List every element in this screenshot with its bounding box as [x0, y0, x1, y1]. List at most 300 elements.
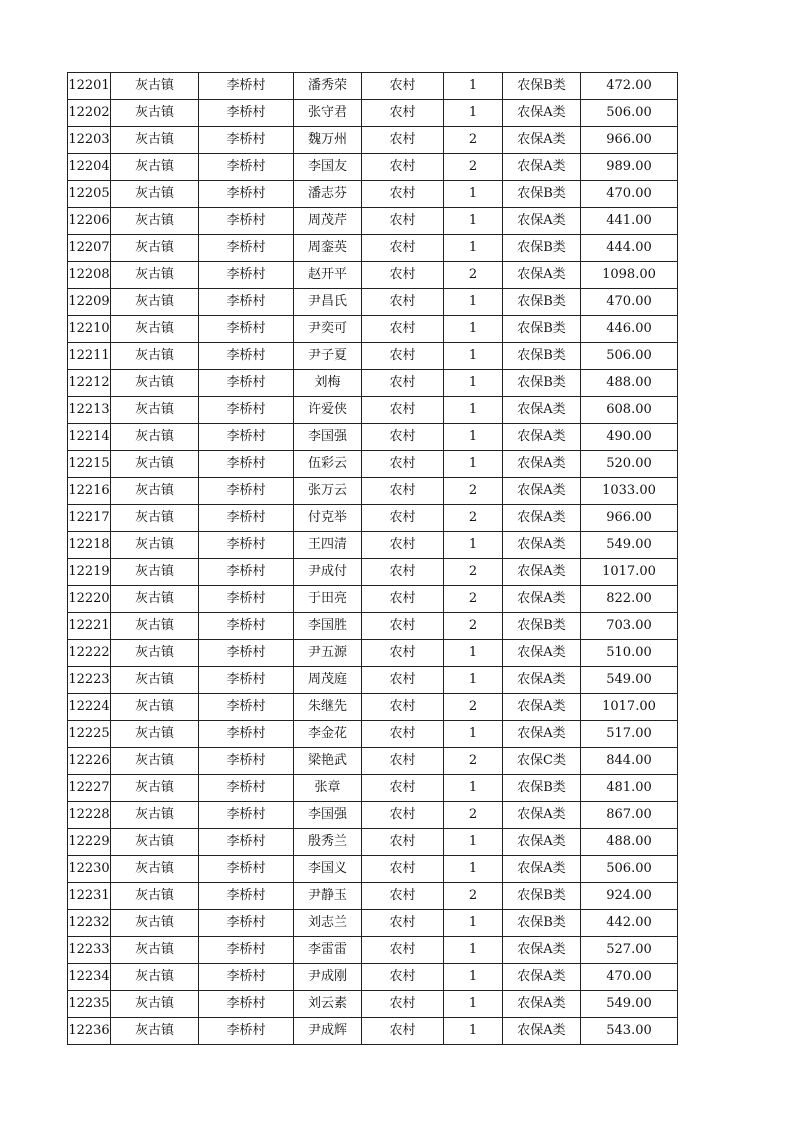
row-village: 李桥村 [199, 181, 294, 208]
records-table-body [68, 73, 678, 1045]
row-amount: 506.00 [581, 856, 678, 883]
row-type: 农村 [362, 964, 444, 991]
row-count: 2 [444, 802, 503, 829]
row-id: 12208 [68, 262, 111, 289]
row-type: 农村 [362, 478, 444, 505]
row-village: 李桥村 [199, 748, 294, 775]
row-id: 12230 [68, 856, 111, 883]
row-type: 农村 [362, 937, 444, 964]
row-count: 1 [444, 775, 503, 802]
row-name: 刘云素 [294, 991, 362, 1018]
row-name: 李雷雷 [294, 937, 362, 964]
row-town: 灰古镇 [111, 586, 199, 613]
row-type: 农村 [362, 181, 444, 208]
row-count: 1 [444, 316, 503, 343]
row-amount: 517.00 [581, 721, 678, 748]
row-village: 李桥村 [199, 694, 294, 721]
table-row [68, 289, 678, 316]
row-amount: 481.00 [581, 775, 678, 802]
table-row [68, 721, 678, 748]
row-category: 农保A类 [503, 397, 581, 424]
row-village: 李桥村 [199, 208, 294, 235]
row-id: 12233 [68, 937, 111, 964]
table-row [68, 1018, 678, 1045]
row-count: 2 [444, 586, 503, 613]
row-type: 农村 [362, 235, 444, 262]
table-row [68, 748, 678, 775]
row-id: 12211 [68, 343, 111, 370]
row-town: 灰古镇 [111, 640, 199, 667]
row-category: 农保A类 [503, 262, 581, 289]
row-type: 农村 [362, 775, 444, 802]
row-name: 魏万州 [294, 127, 362, 154]
row-count: 1 [444, 721, 503, 748]
row-village: 李桥村 [199, 991, 294, 1018]
row-amount: 520.00 [581, 451, 678, 478]
row-category: 农保A类 [503, 559, 581, 586]
row-amount: 506.00 [581, 100, 678, 127]
row-count: 1 [444, 451, 503, 478]
row-town: 灰古镇 [111, 208, 199, 235]
row-count: 1 [444, 829, 503, 856]
row-count: 1 [444, 964, 503, 991]
row-count: 2 [444, 127, 503, 154]
row-name: 梁艳武 [294, 748, 362, 775]
row-id: 12212 [68, 370, 111, 397]
table-row [68, 73, 678, 100]
row-amount: 470.00 [581, 181, 678, 208]
table-row [68, 964, 678, 991]
row-amount: 488.00 [581, 829, 678, 856]
table-row [68, 262, 678, 289]
row-village: 李桥村 [199, 424, 294, 451]
row-type: 农村 [362, 316, 444, 343]
row-name: 张万云 [294, 478, 362, 505]
row-count: 1 [444, 532, 503, 559]
row-town: 灰古镇 [111, 100, 199, 127]
row-id: 12231 [68, 883, 111, 910]
row-amount: 822.00 [581, 586, 678, 613]
row-category: 农保A类 [503, 424, 581, 451]
row-name: 尹五源 [294, 640, 362, 667]
row-category: 农保B类 [503, 343, 581, 370]
row-id: 12209 [68, 289, 111, 316]
row-count: 1 [444, 181, 503, 208]
row-amount: 490.00 [581, 424, 678, 451]
row-town: 灰古镇 [111, 937, 199, 964]
row-name: 尹奕可 [294, 316, 362, 343]
row-count: 1 [444, 100, 503, 127]
row-type: 农村 [362, 613, 444, 640]
row-name: 李国强 [294, 802, 362, 829]
row-type: 农村 [362, 1018, 444, 1045]
row-name: 李国义 [294, 856, 362, 883]
row-count: 1 [444, 397, 503, 424]
row-name: 殷秀兰 [294, 829, 362, 856]
row-name: 伍彩云 [294, 451, 362, 478]
row-category: 农保A类 [503, 991, 581, 1018]
row-amount: 989.00 [581, 154, 678, 181]
table-row [68, 316, 678, 343]
row-id: 12221 [68, 613, 111, 640]
table-row [68, 802, 678, 829]
row-category: 农保B类 [503, 289, 581, 316]
records-table [67, 72, 678, 1045]
table-row [68, 451, 678, 478]
row-name: 张章 [294, 775, 362, 802]
row-village: 李桥村 [199, 532, 294, 559]
table-row [68, 235, 678, 262]
table-row [68, 856, 678, 883]
row-amount: 549.00 [581, 532, 678, 559]
row-category: 农保A类 [503, 694, 581, 721]
row-amount: 470.00 [581, 289, 678, 316]
row-name: 刘志兰 [294, 910, 362, 937]
row-count: 1 [444, 910, 503, 937]
row-category: 农保B类 [503, 775, 581, 802]
row-id: 12219 [68, 559, 111, 586]
row-town: 灰古镇 [111, 559, 199, 586]
row-town: 灰古镇 [111, 127, 199, 154]
row-amount: 549.00 [581, 991, 678, 1018]
row-id: 12223 [68, 667, 111, 694]
row-amount: 442.00 [581, 910, 678, 937]
row-town: 灰古镇 [111, 829, 199, 856]
row-type: 农村 [362, 802, 444, 829]
row-count: 1 [444, 667, 503, 694]
row-id: 12236 [68, 1018, 111, 1045]
row-category: 农保B类 [503, 181, 581, 208]
row-count: 1 [444, 208, 503, 235]
row-amount: 867.00 [581, 802, 678, 829]
row-id: 12216 [68, 478, 111, 505]
row-town: 灰古镇 [111, 73, 199, 100]
row-id: 12235 [68, 991, 111, 1018]
row-amount: 1017.00 [581, 694, 678, 721]
row-village: 李桥村 [199, 478, 294, 505]
row-type: 农村 [362, 127, 444, 154]
row-village: 李桥村 [199, 370, 294, 397]
row-name: 李金花 [294, 721, 362, 748]
row-amount: 446.00 [581, 316, 678, 343]
row-town: 灰古镇 [111, 721, 199, 748]
row-town: 灰古镇 [111, 856, 199, 883]
row-village: 李桥村 [199, 883, 294, 910]
row-town: 灰古镇 [111, 775, 199, 802]
row-category: 农保A类 [503, 829, 581, 856]
row-name: 潘志芬 [294, 181, 362, 208]
row-village: 李桥村 [199, 154, 294, 181]
table-row [68, 127, 678, 154]
row-type: 农村 [362, 262, 444, 289]
row-category: 农保A类 [503, 721, 581, 748]
row-town: 灰古镇 [111, 370, 199, 397]
table-row [68, 775, 678, 802]
row-village: 李桥村 [199, 910, 294, 937]
row-id: 12213 [68, 397, 111, 424]
table-row [68, 154, 678, 181]
row-town: 灰古镇 [111, 883, 199, 910]
table-row [68, 397, 678, 424]
row-village: 李桥村 [199, 451, 294, 478]
row-name: 于田亮 [294, 586, 362, 613]
row-town: 灰古镇 [111, 262, 199, 289]
row-id: 12220 [68, 586, 111, 613]
row-type: 农村 [362, 451, 444, 478]
row-village: 李桥村 [199, 559, 294, 586]
row-name: 李国胜 [294, 613, 362, 640]
row-type: 农村 [362, 154, 444, 181]
row-name: 潘秀荣 [294, 73, 362, 100]
row-count: 1 [444, 73, 503, 100]
row-category: 农保B类 [503, 910, 581, 937]
row-town: 灰古镇 [111, 289, 199, 316]
row-type: 农村 [362, 424, 444, 451]
row-type: 农村 [362, 667, 444, 694]
row-category: 农保B类 [503, 316, 581, 343]
row-id: 12226 [68, 748, 111, 775]
table-row [68, 424, 678, 451]
table-row [68, 100, 678, 127]
row-type: 农村 [362, 883, 444, 910]
row-name: 许爱侠 [294, 397, 362, 424]
row-amount: 506.00 [581, 343, 678, 370]
row-amount: 966.00 [581, 127, 678, 154]
row-id: 12214 [68, 424, 111, 451]
row-name: 朱继先 [294, 694, 362, 721]
row-village: 李桥村 [199, 937, 294, 964]
row-id: 12210 [68, 316, 111, 343]
row-name: 刘梅 [294, 370, 362, 397]
row-name: 周銮英 [294, 235, 362, 262]
table-row [68, 694, 678, 721]
row-type: 农村 [362, 991, 444, 1018]
row-count: 1 [444, 235, 503, 262]
row-town: 灰古镇 [111, 181, 199, 208]
row-category: 农保A类 [503, 667, 581, 694]
row-amount: 703.00 [581, 613, 678, 640]
row-town: 灰古镇 [111, 478, 199, 505]
row-amount: 1098.00 [581, 262, 678, 289]
row-id: 12206 [68, 208, 111, 235]
row-count: 1 [444, 343, 503, 370]
table-row [68, 991, 678, 1018]
row-village: 李桥村 [199, 964, 294, 991]
row-town: 灰古镇 [111, 343, 199, 370]
row-id: 12203 [68, 127, 111, 154]
row-amount: 510.00 [581, 640, 678, 667]
table-row [68, 937, 678, 964]
row-id: 12229 [68, 829, 111, 856]
row-town: 灰古镇 [111, 910, 199, 937]
row-type: 农村 [362, 343, 444, 370]
row-amount: 441.00 [581, 208, 678, 235]
row-name: 李国强 [294, 424, 362, 451]
row-id: 12232 [68, 910, 111, 937]
row-village: 李桥村 [199, 343, 294, 370]
row-type: 农村 [362, 721, 444, 748]
row-count: 1 [444, 289, 503, 316]
row-village: 李桥村 [199, 613, 294, 640]
row-amount: 549.00 [581, 667, 678, 694]
row-category: 农保A类 [503, 451, 581, 478]
row-type: 农村 [362, 73, 444, 100]
row-count: 1 [444, 856, 503, 883]
row-amount: 1033.00 [581, 478, 678, 505]
row-village: 李桥村 [199, 127, 294, 154]
row-name: 尹成付 [294, 559, 362, 586]
row-village: 李桥村 [199, 640, 294, 667]
row-count: 1 [444, 424, 503, 451]
row-amount: 844.00 [581, 748, 678, 775]
row-amount: 444.00 [581, 235, 678, 262]
table-row [68, 478, 678, 505]
row-id: 12218 [68, 532, 111, 559]
row-id: 12204 [68, 154, 111, 181]
table-row [68, 532, 678, 559]
row-category: 农保A类 [503, 964, 581, 991]
row-town: 灰古镇 [111, 532, 199, 559]
row-id: 12234 [68, 964, 111, 991]
row-type: 农村 [362, 829, 444, 856]
table-row [68, 505, 678, 532]
row-count: 2 [444, 883, 503, 910]
row-id: 12205 [68, 181, 111, 208]
row-category: 农保A类 [503, 505, 581, 532]
row-town: 灰古镇 [111, 505, 199, 532]
row-id: 12224 [68, 694, 111, 721]
row-amount: 966.00 [581, 505, 678, 532]
row-category: 农保C类 [503, 748, 581, 775]
row-type: 农村 [362, 289, 444, 316]
row-name: 付克举 [294, 505, 362, 532]
row-category: 农保A类 [503, 154, 581, 181]
row-count: 2 [444, 748, 503, 775]
row-category: 农保A类 [503, 1018, 581, 1045]
row-village: 李桥村 [199, 235, 294, 262]
row-id: 12217 [68, 505, 111, 532]
row-id: 12227 [68, 775, 111, 802]
row-town: 灰古镇 [111, 964, 199, 991]
row-name: 周茂庭 [294, 667, 362, 694]
row-town: 灰古镇 [111, 667, 199, 694]
row-category: 农保A类 [503, 532, 581, 559]
row-type: 农村 [362, 694, 444, 721]
row-amount: 1017.00 [581, 559, 678, 586]
row-count: 1 [444, 937, 503, 964]
row-village: 李桥村 [199, 262, 294, 289]
row-village: 李桥村 [199, 100, 294, 127]
table-row [68, 883, 678, 910]
table-row [68, 181, 678, 208]
row-town: 灰古镇 [111, 1018, 199, 1045]
row-type: 农村 [362, 532, 444, 559]
row-town: 灰古镇 [111, 154, 199, 181]
row-id: 12222 [68, 640, 111, 667]
row-category: 农保A类 [503, 478, 581, 505]
row-count: 1 [444, 1018, 503, 1045]
row-town: 灰古镇 [111, 235, 199, 262]
table-row [68, 586, 678, 613]
row-type: 农村 [362, 397, 444, 424]
row-village: 李桥村 [199, 775, 294, 802]
row-village: 李桥村 [199, 586, 294, 613]
row-category: 农保A类 [503, 802, 581, 829]
row-type: 农村 [362, 559, 444, 586]
row-town: 灰古镇 [111, 451, 199, 478]
row-id: 12202 [68, 100, 111, 127]
row-amount: 470.00 [581, 964, 678, 991]
table-row [68, 829, 678, 856]
row-town: 灰古镇 [111, 991, 199, 1018]
row-type: 农村 [362, 748, 444, 775]
row-count: 2 [444, 262, 503, 289]
row-village: 李桥村 [199, 802, 294, 829]
row-village: 李桥村 [199, 829, 294, 856]
row-type: 农村 [362, 586, 444, 613]
row-amount: 608.00 [581, 397, 678, 424]
row-amount: 472.00 [581, 73, 678, 100]
row-type: 农村 [362, 640, 444, 667]
row-type: 农村 [362, 208, 444, 235]
row-category: 农保A类 [503, 100, 581, 127]
row-village: 李桥村 [199, 1018, 294, 1045]
row-town: 灰古镇 [111, 748, 199, 775]
row-type: 农村 [362, 910, 444, 937]
row-amount: 924.00 [581, 883, 678, 910]
row-village: 李桥村 [199, 856, 294, 883]
row-count: 1 [444, 640, 503, 667]
row-count: 2 [444, 478, 503, 505]
row-village: 李桥村 [199, 289, 294, 316]
row-category: 农保A类 [503, 640, 581, 667]
row-id: 12215 [68, 451, 111, 478]
row-town: 灰古镇 [111, 316, 199, 343]
row-category: 农保A类 [503, 856, 581, 883]
row-type: 农村 [362, 505, 444, 532]
row-name: 周茂芹 [294, 208, 362, 235]
row-count: 2 [444, 613, 503, 640]
row-village: 李桥村 [199, 397, 294, 424]
row-name: 尹昌氏 [294, 289, 362, 316]
row-name: 王四清 [294, 532, 362, 559]
row-type: 农村 [362, 370, 444, 397]
row-count: 2 [444, 559, 503, 586]
row-village: 李桥村 [199, 505, 294, 532]
row-category: 农保A类 [503, 937, 581, 964]
row-town: 灰古镇 [111, 802, 199, 829]
row-category: 农保A类 [503, 208, 581, 235]
table-row [68, 343, 678, 370]
row-category: 农保B类 [503, 235, 581, 262]
row-category: 农保B类 [503, 883, 581, 910]
table-row [68, 910, 678, 937]
row-name: 李国友 [294, 154, 362, 181]
row-name: 尹子夏 [294, 343, 362, 370]
row-category: 农保B类 [503, 613, 581, 640]
row-type: 农村 [362, 856, 444, 883]
row-id: 12225 [68, 721, 111, 748]
table-row [68, 208, 678, 235]
row-id: 12228 [68, 802, 111, 829]
table-row [68, 613, 678, 640]
row-count: 1 [444, 991, 503, 1018]
table-row [68, 667, 678, 694]
row-town: 灰古镇 [111, 613, 199, 640]
row-town: 灰古镇 [111, 397, 199, 424]
row-type: 农村 [362, 100, 444, 127]
row-town: 灰古镇 [111, 424, 199, 451]
